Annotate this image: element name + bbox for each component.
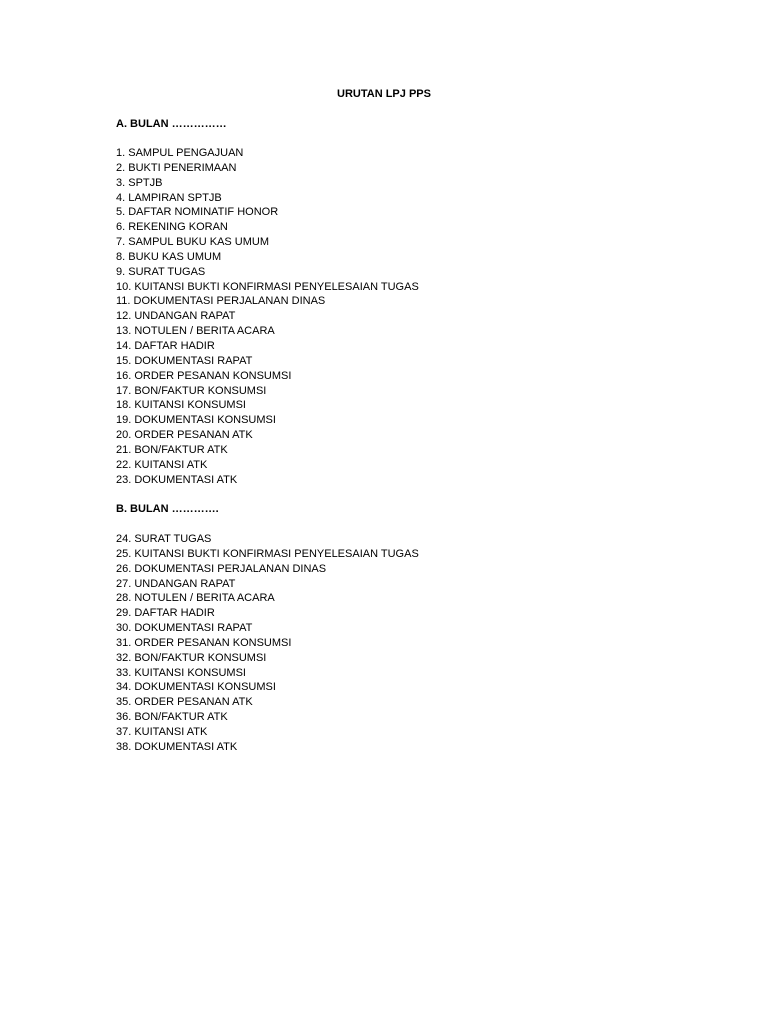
- list-item: 18. KUITANSI KONSUMSI: [116, 399, 246, 412]
- list-item: 16. ORDER PESANAN KONSUMSI: [116, 369, 292, 382]
- list-item: 7. SAMPUL BUKU KAS UMUM: [116, 236, 270, 249]
- list-item: 34. DOKUMENTASI KONSUMSI: [116, 681, 276, 694]
- list-item: 13. NOTULEN / BERITA ACARA: [116, 325, 275, 338]
- list-item: 31. ORDER PESANAN KONSUMSI: [116, 636, 292, 649]
- list-item: 8. BUKU KAS UMUM: [116, 250, 222, 263]
- list-item: 32. BON/FAKTUR KONSUMSI: [116, 651, 267, 664]
- list-item: 21. BON/FAKTUR ATK: [116, 443, 228, 456]
- list-item: 38. DOKUMENTASI ATK: [116, 740, 238, 753]
- section-a-heading: A. BULAN ……………: [116, 118, 227, 130]
- list-item: 19. DOKUMENTASI KONSUMSI: [116, 414, 276, 427]
- list-item: 36. BON/FAKTUR ATK: [116, 711, 228, 724]
- list-item: 4. LAMPIRAN SPTJB: [116, 191, 222, 204]
- list-item: 1. SAMPUL PENGAJUAN: [116, 147, 244, 159]
- section-b: [116, 502, 419, 755]
- list-item: 35. ORDER PESANAN ATK: [116, 696, 253, 709]
- list-item: 11. DOKUMENTASI PERJALANAN DINAS: [116, 295, 326, 308]
- list-item: 24. SURAT TUGAS: [116, 533, 212, 545]
- document-title: URUTAN LPJ PPS: [337, 88, 431, 100]
- list-item: 30. DOKUMENTASI RAPAT: [116, 622, 253, 635]
- list-item: 20. ORDER PESANAN ATK: [116, 429, 253, 442]
- list-item: 22. KUITANSI ATK: [116, 458, 208, 471]
- section-b-heading: B. BULAN ………….: [116, 503, 219, 515]
- list-item: 14. DAFTAR HADIR: [116, 339, 215, 352]
- list-item: 2. BUKTI PENERIMAAN: [116, 161, 237, 174]
- list-item: 33. KUITANSI KONSUMSI: [116, 666, 246, 679]
- list-item: 23. DOKUMENTASI ATK: [116, 473, 238, 486]
- list-item: 26. DOKUMENTASI PERJALANAN DINAS: [116, 562, 327, 575]
- section-a: [116, 117, 419, 487]
- list-item: 10. KUITANSI BUKTI KONFIRMASI PENYELESAIAN TUGAS: [116, 280, 419, 293]
- list-item: 5. DAFTAR NOMINATIF HONOR: [116, 206, 279, 219]
- list-item: 17. BON/FAKTUR KONSUMSI: [116, 384, 267, 397]
- list-item: 9. SURAT TUGAS: [116, 265, 206, 278]
- list-item: 15. DOKUMENTASI RAPAT: [116, 354, 253, 367]
- list-item: 28. NOTULEN / BERITA ACARA: [116, 592, 275, 605]
- list-item: 29. DAFTAR HADIR: [116, 607, 215, 620]
- list-item: 6. REKENING KORAN: [116, 221, 228, 234]
- section-b-list: [116, 532, 419, 755]
- section-a-list: [116, 146, 419, 487]
- list-item: 25. KUITANSI BUKTI KONFIRMASI PENYELESAIAN TUGAS: [116, 547, 419, 560]
- list-item: 12. UNDANGAN RAPAT: [116, 310, 236, 323]
- list-item: 27. UNDANGAN RAPAT: [116, 577, 236, 590]
- list-item: 37. KUITANSI ATK: [116, 725, 208, 738]
- list-item: 3. SPTJB: [116, 176, 163, 189]
